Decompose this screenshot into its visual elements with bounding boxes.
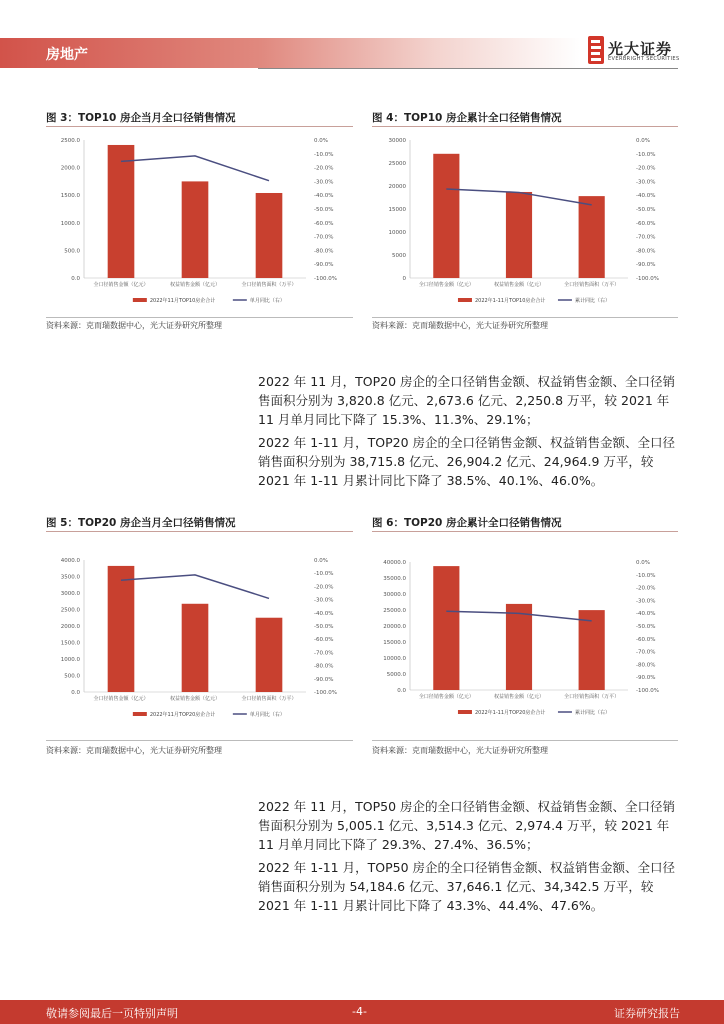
bar [506,604,532,690]
y2-tick-label: -30.0% [314,597,334,604]
bar [433,154,459,278]
figure-6-title: 图 6：TOP20 房企累计全口径销售情况 [372,517,562,529]
logo-name-en: EVERBRIGHT SECURITIES [608,56,680,62]
series-line [121,156,269,181]
y-tick-label: 1000.0 [60,657,80,663]
y2-tick-label: -40.0% [636,193,656,200]
y2-tick-label: -100.0% [314,690,337,696]
figure-6-top-rule [372,531,678,532]
figure-4-bottom-rule [372,317,678,318]
bar [256,193,283,278]
figure-6-chart [372,552,678,728]
legend-swatch-bar [133,298,147,302]
y-tick-label: 30000.0 [383,592,406,598]
x-tick-label: 全口径销售金额（亿元） [93,696,149,702]
y2-tick-label: -20.0% [314,584,334,591]
header-rule [258,68,678,69]
x-tick-label: 全口径销售面积（万平） [241,696,297,702]
x-tick-label: 权益销售金额（亿元） [493,694,545,700]
figure-5-chart [46,550,356,730]
y2-tick-label: -20.0% [636,165,656,172]
bar [182,181,209,278]
y-tick-label: 15000 [388,207,406,213]
y-tick-label: 500.0 [64,248,80,255]
paragraph-top20-cumulative: 2022 年 1-11 月，TOP20 房企的全口径销售金额、权益销售金额、全口径销售面积分别为 38,715.8 亿元、26,904.2 亿元、24,964.9 万平，较 2021 年 1-11 月累计同比下降了 38.5%、40.1%、46.0%。 [258,435,675,488]
y-tick-label: 10000.0 [383,656,406,662]
legend-label-line: 单月同比（右） [249,298,285,304]
bar [433,566,459,690]
figure-4-chart [372,130,678,316]
figure-3-chart [46,130,356,316]
legend-label-bar: 2022年11月TOP20房企合计 [149,712,216,718]
y-tick-label: 35000.0 [383,576,406,582]
figure-3-title: 图 3：TOP10 房企当月全口径销售情况 [46,112,236,124]
bar [256,618,283,692]
y-tick-label: 2500.0 [60,607,80,614]
y-tick-label: 3500.0 [60,574,80,581]
y-tick-label: 0.0 [397,688,406,694]
y2-tick-label: -90.0% [314,676,334,683]
y-tick-label: 3000.0 [60,591,80,597]
figure-3-source: 资料来源：克而瑞数据中心，光大证券研究所整理 [46,321,222,330]
y-tick-label: 10000 [388,230,406,236]
figure-4-top-rule [372,126,678,127]
paragraph-top20-monthly: 2022 年 11 月，TOP20 房企的全口径销售金额、权益销售金额、全口径销售面积分别为 3,820.8 亿元、2,673.6 亿元、2,250.8 万平，较 2021 年 11 月单月同比下降了 15.3%、11.3%、29.1%； [258,374,676,427]
y2-tick-label: -20.0% [314,165,334,172]
x-tick-label: 全口径销售面积（万平） [564,282,620,288]
legend-label-bar: 2022年1-11月TOP10房企合计 [474,298,546,304]
x-tick-label: 全口径销售金额（亿元） [418,282,474,288]
y2-tick-label: -30.0% [636,598,656,605]
y-tick-label: 25000 [388,161,406,167]
legend-label-bar: 2022年1-11月TOP20房企合计 [474,710,546,716]
figure-3-top-rule [46,126,353,127]
y-tick-label: 4000.0 [60,558,80,564]
figure-5-top-rule [46,531,353,532]
section-title: 房地产 [46,47,88,63]
legend-label-line: 累计同比（右） [574,710,610,716]
bar [182,604,209,692]
y2-tick-label: -40.0% [636,611,656,618]
series-line [121,575,269,598]
figure-5-source: 资料来源：克而瑞数据中心，光大证券研究所整理 [46,746,222,755]
x-tick-label: 全口径销售金额（亿元） [418,694,474,700]
bar [108,566,135,692]
y-tick-label: 1500.0 [60,193,80,200]
y2-tick-label: -80.0% [314,248,334,255]
figure-6-source: 资料来源：克而瑞数据中心，光大证券研究所整理 [372,746,548,755]
y-tick-label: 0.0 [71,276,80,282]
figure-5-title: 图 5：TOP20 房企当月全口径销售情况 [46,517,236,529]
page-number: -4- [352,1005,367,1018]
y2-tick-label: -70.0% [636,649,656,656]
legend-swatch-bar [458,298,472,302]
y2-tick-label: -90.0% [636,675,656,682]
legend-swatch-bar [458,710,472,714]
y-tick-label: 0.0 [71,690,80,696]
legend-label-bar: 2022年11月TOP10房企合计 [149,298,216,304]
figure-6-bottom-rule [372,740,678,741]
y2-tick-label: -10.0% [314,151,334,158]
y2-tick-label: -70.0% [314,650,334,657]
y2-tick-label: -40.0% [314,610,334,617]
bar [108,145,135,278]
legend-swatch-bar [133,712,147,716]
footer-report-type: 证券研究报告 [614,1007,680,1020]
x-tick-label: 全口径销售面积（万平） [564,694,620,700]
y2-tick-label: -80.0% [314,663,334,670]
figure-3-bottom-rule [46,317,353,318]
y2-tick-label: -90.0% [314,262,334,269]
brand-logo [588,36,688,66]
legend-label-line: 累计同比（右） [574,298,610,304]
y2-tick-label: -10.0% [314,571,334,578]
y2-tick-label: -70.0% [636,234,656,241]
y-tick-label: 1500.0 [60,640,80,647]
y2-tick-label: -100.0% [636,276,659,282]
x-tick-label: 权益销售金额（亿元） [493,282,545,288]
y2-tick-label: -30.0% [636,179,656,186]
y2-tick-label: 0.0% [314,138,328,144]
y-tick-label: 40000.0 [383,560,406,566]
y-tick-label: 20000.0 [383,624,406,630]
y-tick-label: 5000.0 [386,672,406,678]
y2-tick-label: -90.0% [636,262,656,269]
figure-5-bottom-rule [46,740,353,741]
y-tick-label: 2000.0 [60,165,80,172]
y2-tick-label: -40.0% [314,193,334,200]
y2-tick-label: -60.0% [314,220,334,227]
figure-4-source: 资料来源：克而瑞数据中心，光大证券研究所整理 [372,321,548,330]
y2-tick-label: -10.0% [636,151,656,158]
y2-tick-label: -50.0% [314,207,334,213]
x-tick-label: 全口径销售金额（亿元） [93,282,149,288]
y2-tick-label: -60.0% [636,220,656,227]
bar [506,192,532,278]
y-tick-label: 2000.0 [60,624,80,630]
y2-tick-label: -70.0% [314,234,334,241]
y2-tick-label: -60.0% [314,637,334,644]
paragraph-top50-monthly: 2022 年 11 月，TOP50 房企的全口径销售金额、权益销售金额、全口径销售面积分别为 5,005.1 亿元、3,514.3 亿元、2,974.4 万平，较 2021 年 11 月单月同比下降了 29.3%、27.4%、36.5%； [258,799,676,852]
y2-tick-label: 0.0% [314,558,328,564]
y-tick-label: 20000 [388,184,406,190]
y2-tick-label: -30.0% [314,179,334,186]
x-tick-label: 权益销售金额（亿元） [169,282,221,288]
paragraph-top50-cumulative: 2022 年 1-11 月，TOP50 房企的全口径销售金额、权益销售金额、全口径销售面积分别为 54,184.6 亿元、37,646.1 亿元、34,342.5 万平，较 2021 年 1-11 月累计同比下降了 43.3%、44.4%、47.6%。 [258,860,675,913]
y-tick-label: 500.0 [64,673,80,680]
logo-icon [588,36,604,64]
y-tick-label: 1000.0 [60,220,80,227]
x-tick-label: 全口径销售面积（万平） [241,282,297,288]
y-tick-label: 15000.0 [383,640,406,646]
y2-tick-label: -100.0% [636,688,659,694]
y2-tick-label: -100.0% [314,276,337,282]
figure-4-title: 图 4：TOP10 房企累计全口径销售情况 [372,112,562,124]
y2-tick-label: 0.0% [636,560,650,566]
y2-tick-label: -20.0% [636,585,656,592]
footer-disclaimer: 敬请参阅最后一页特别声明 [46,1007,178,1020]
y-tick-label: 5000 [392,253,406,259]
x-tick-label: 权益销售金额（亿元） [169,696,221,702]
y2-tick-label: 0.0% [636,138,650,144]
y-tick-label: 25000.0 [383,608,406,614]
y2-tick-label: -50.0% [636,207,656,213]
y2-tick-label: -50.0% [314,624,334,630]
y2-tick-label: -80.0% [636,662,656,669]
y-tick-label: 0 [402,276,406,282]
y2-tick-label: -60.0% [636,636,656,643]
y2-tick-label: -10.0% [636,572,656,579]
y-tick-label: 2500.0 [60,138,80,144]
y-tick-label: 30000 [388,138,406,144]
logo-name: 光大证券 [608,40,673,58]
y2-tick-label: -80.0% [636,248,656,255]
bar [579,610,605,690]
bar [579,196,605,278]
legend-label-line: 单月同比（右） [249,712,285,718]
y2-tick-label: -50.0% [636,624,656,630]
